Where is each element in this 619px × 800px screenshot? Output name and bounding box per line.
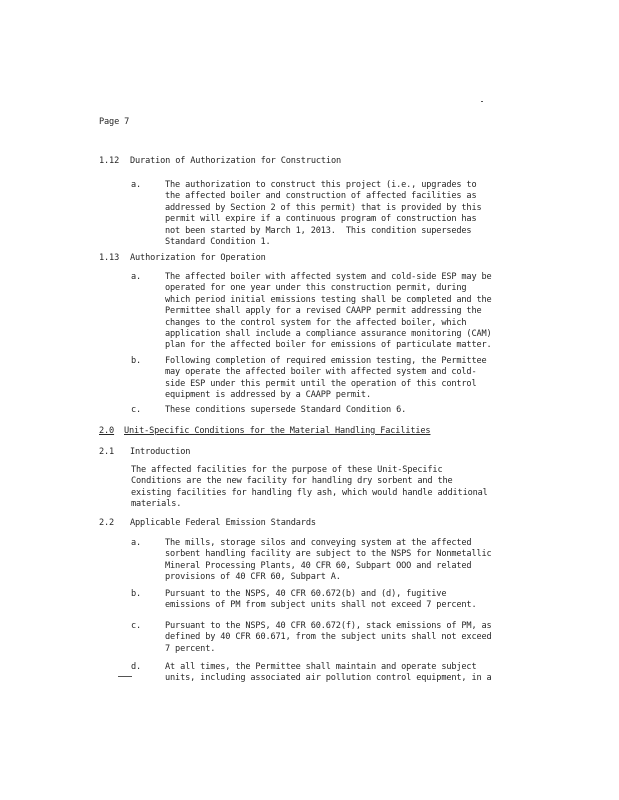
text-line: addressed by Section 2 of this permit) that is provided by this (165, 202, 482, 213)
paragraph-text (165, 356, 487, 402)
paragraph-text (165, 621, 492, 655)
text-line: defined by 40 CFR 60.671, from the subject units shall not exceed (165, 632, 492, 643)
paragraph-text (165, 538, 492, 584)
text-line: Conditions are the new facility for handling dry sorbent and the (131, 476, 453, 487)
item-marker: c. (131, 621, 142, 631)
item-marker: a. (131, 538, 142, 548)
text-line: permit will expire if a continuous program of construction has (165, 214, 477, 225)
text-line: may operate the affected boiler with affected system and cold- (165, 367, 477, 378)
text-line: The mills, storage silos and conveying system at the affected (165, 538, 472, 548)
text-line: not been started by March 1, 2013. This condition supersedes (165, 225, 472, 236)
paragraph-text (165, 272, 492, 352)
text-line: The affected facilities for the purpose of these Unit-Specific (131, 465, 443, 475)
item-marker: b. (131, 589, 142, 599)
section-number: 1.12 (99, 156, 120, 166)
scan-mark (118, 676, 132, 677)
section-title: Introduction (130, 447, 191, 457)
text-line: emissions of PM from subject units shall not exceed 7 percent. (165, 600, 477, 611)
text-line: side ESP under this permit until the operation of this control (165, 378, 477, 389)
text-line: Mineral Processing Plants, 40 CFR 60, Subpart OOO and related (165, 560, 472, 571)
item-marker: c. (131, 405, 142, 415)
section-title: Authorization for Operation (130, 253, 266, 263)
text-line: plan for the affected boiler for emissions of particulate matter. (165, 340, 492, 351)
text-line: the affected boiler and construction of affected facilities as (165, 191, 477, 202)
text-line: which period initial emissions testing shall be completed and the (165, 294, 492, 305)
text-line: Following completion of required emission testing, the Permittee (165, 356, 487, 366)
item-marker: a. (131, 272, 142, 282)
item-marker: a. (131, 180, 142, 190)
section-title: Duration of Authorization for Construction (130, 156, 342, 166)
page-header: Page 7 (99, 117, 130, 127)
text-line: Pursuant to the NSPS, 40 CFR 60.672(b) and (d), fugitive (165, 589, 447, 599)
text-line: Standard Condition 1. (165, 237, 271, 248)
text-line: changes to the control system for the affected boiler, which (165, 317, 467, 328)
text-line: existing facilities for handling fly ash, which would handle additional (131, 487, 488, 498)
item-marker: b. (131, 356, 142, 366)
text-line: The authorization to construct this project (i.e., upgrades to (165, 180, 477, 190)
section-number: 1.13 (99, 253, 120, 263)
text-line: Pursuant to the NSPS, 40 CFR 60.672(f), stack emissions of PM, as (165, 621, 492, 631)
text-line: provisions of 40 CFR 60, Subpart A. (165, 572, 341, 583)
text-line: 7 percent. (165, 643, 216, 654)
text-line: units, including associated air pollution control equipment, in a (165, 673, 492, 684)
text-line: operated for one year under this construction permit, during (165, 283, 467, 294)
paragraph-text (165, 662, 492, 685)
text-line: equipment is addressed by a CAAPP permit. (165, 390, 371, 401)
text-line: application shall include a compliance assurance monitoring (CAM) (165, 329, 492, 340)
paragraph-text (165, 405, 406, 416)
paragraph-text (131, 465, 488, 511)
text-line: Permittee shall apply for a revised CAAPP permit addressing the (165, 306, 482, 317)
paragraph-text (165, 589, 476, 612)
item-marker: d. (131, 662, 142, 672)
paragraph-text (165, 180, 482, 248)
section-title: Applicable Federal Emission Standards (130, 518, 316, 528)
section-number: 2.0 (99, 426, 115, 436)
scan-speck (481, 101, 483, 102)
text-line: The affected boiler with affected system and cold-side ESP may be (165, 272, 492, 282)
section-title: Unit-Specific Conditions for the Material Handling Facilities (124, 426, 431, 436)
text-line: At all times, the Permittee shall maintain and operate subject (165, 662, 477, 672)
section-number: 2.2 (99, 518, 115, 528)
text-line: materials. (131, 499, 182, 510)
text-line: sorbent handling facility are subject to the NSPS for Nonmetallic (165, 549, 492, 560)
text-line: These conditions supersede Standard Condition 6. (165, 405, 407, 415)
section-number: 2.1 (99, 447, 115, 457)
